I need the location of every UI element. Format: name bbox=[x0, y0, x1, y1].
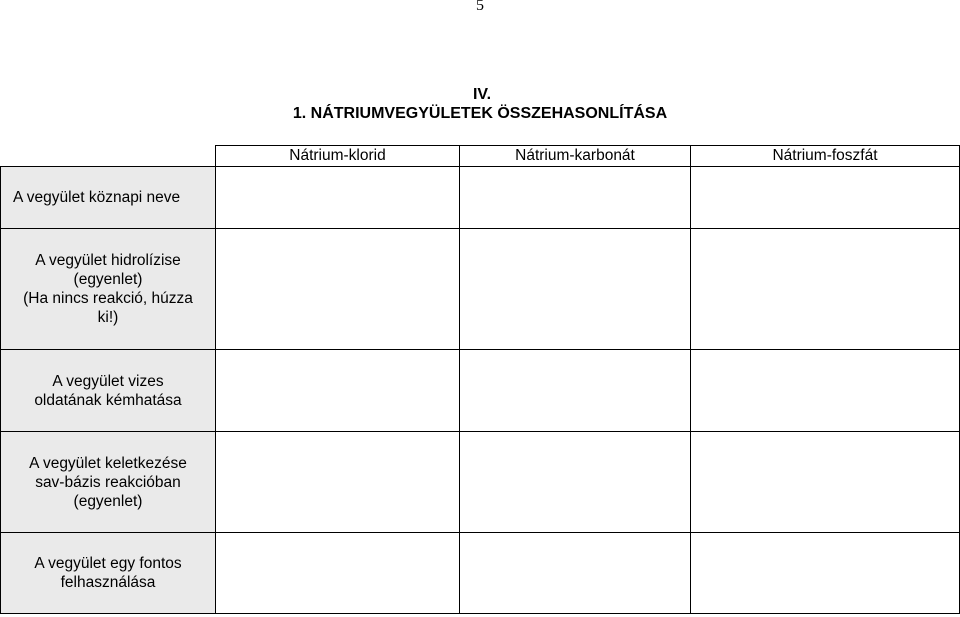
answer-cell-karbonat-keletkezes[interactable] bbox=[460, 432, 691, 533]
table-row-felhasznalas bbox=[1, 533, 960, 614]
row-header-line: (egyenlet) bbox=[73, 271, 143, 288]
page-number: 5 bbox=[476, 0, 484, 14]
answer-cell-karbonat-felhasznalas[interactable] bbox=[460, 533, 691, 614]
row-header-line: felhasználása bbox=[60, 574, 156, 591]
table-header-row bbox=[1, 146, 960, 167]
row-header-line: oldatának kémhatása bbox=[34, 391, 182, 409]
answer-cell-klorid-keletkezes[interactable] bbox=[216, 432, 460, 533]
section-number: IV. bbox=[472, 86, 492, 103]
blank-corner-cell bbox=[1, 146, 216, 167]
row-header-kemhatas bbox=[1, 350, 216, 432]
answer-cell-klorid-nev[interactable] bbox=[216, 167, 460, 229]
row-header-hidrolizis bbox=[1, 229, 216, 350]
column-header-natrium-foszfat: Nátrium-foszfát bbox=[691, 146, 960, 167]
row-header-line: A vegyület hidrolízise bbox=[35, 252, 181, 269]
row-header-line: sav-bázis reakcióban bbox=[35, 473, 181, 491]
answer-cell-karbonat-kemhatas[interactable] bbox=[460, 350, 691, 432]
answer-cell-klorid-kemhatas[interactable] bbox=[216, 350, 460, 432]
answer-cell-foszfat-keletkezes[interactable] bbox=[691, 432, 960, 533]
answer-cell-klorid-hidrolizis[interactable] bbox=[216, 229, 460, 350]
table-row-koznapi-nev bbox=[1, 167, 960, 229]
row-header-line: A vegyület keletkezése bbox=[29, 454, 187, 472]
answer-cell-foszfat-hidrolizis[interactable] bbox=[691, 229, 960, 350]
row-header-felhasznalas bbox=[1, 533, 216, 614]
answer-cell-klorid-felhasznalas[interactable] bbox=[216, 533, 460, 614]
row-header-line: ki!) bbox=[97, 309, 119, 326]
answer-cell-foszfat-kemhatas[interactable] bbox=[691, 350, 960, 432]
table-row-kemhatas bbox=[1, 350, 960, 432]
row-header-koznapi-nev bbox=[1, 167, 216, 229]
section-title: 1. NÁTRIUMVEGYÜLETEK ÖSSZEHASONLÍTÁSA bbox=[292, 105, 668, 122]
column-header-natrium-karbonat: Nátrium-karbonát bbox=[460, 146, 691, 167]
column-header-natrium-klorid: Nátrium-klorid bbox=[216, 146, 460, 167]
row-header-line: A vegyület vizes bbox=[52, 372, 164, 390]
row-header-line: (egyenlet) bbox=[73, 492, 143, 510]
answer-cell-karbonat-nev[interactable] bbox=[460, 167, 691, 229]
table-row-hidrolizis bbox=[1, 229, 960, 350]
row-header-line: (Ha nincs reakció, húzza bbox=[23, 290, 193, 307]
answer-cell-foszfat-nev[interactable] bbox=[691, 167, 960, 229]
row-header-line: A vegyület köznapi neve bbox=[13, 189, 181, 206]
row-header-line: A vegyület egy fontos bbox=[34, 555, 182, 572]
answer-cell-foszfat-felhasznalas[interactable] bbox=[691, 533, 960, 614]
answer-cell-karbonat-hidrolizis[interactable] bbox=[460, 229, 691, 350]
row-header-keletkezes bbox=[1, 432, 216, 533]
table-row-keletkezes bbox=[1, 432, 960, 533]
comparison-table bbox=[0, 145, 960, 614]
